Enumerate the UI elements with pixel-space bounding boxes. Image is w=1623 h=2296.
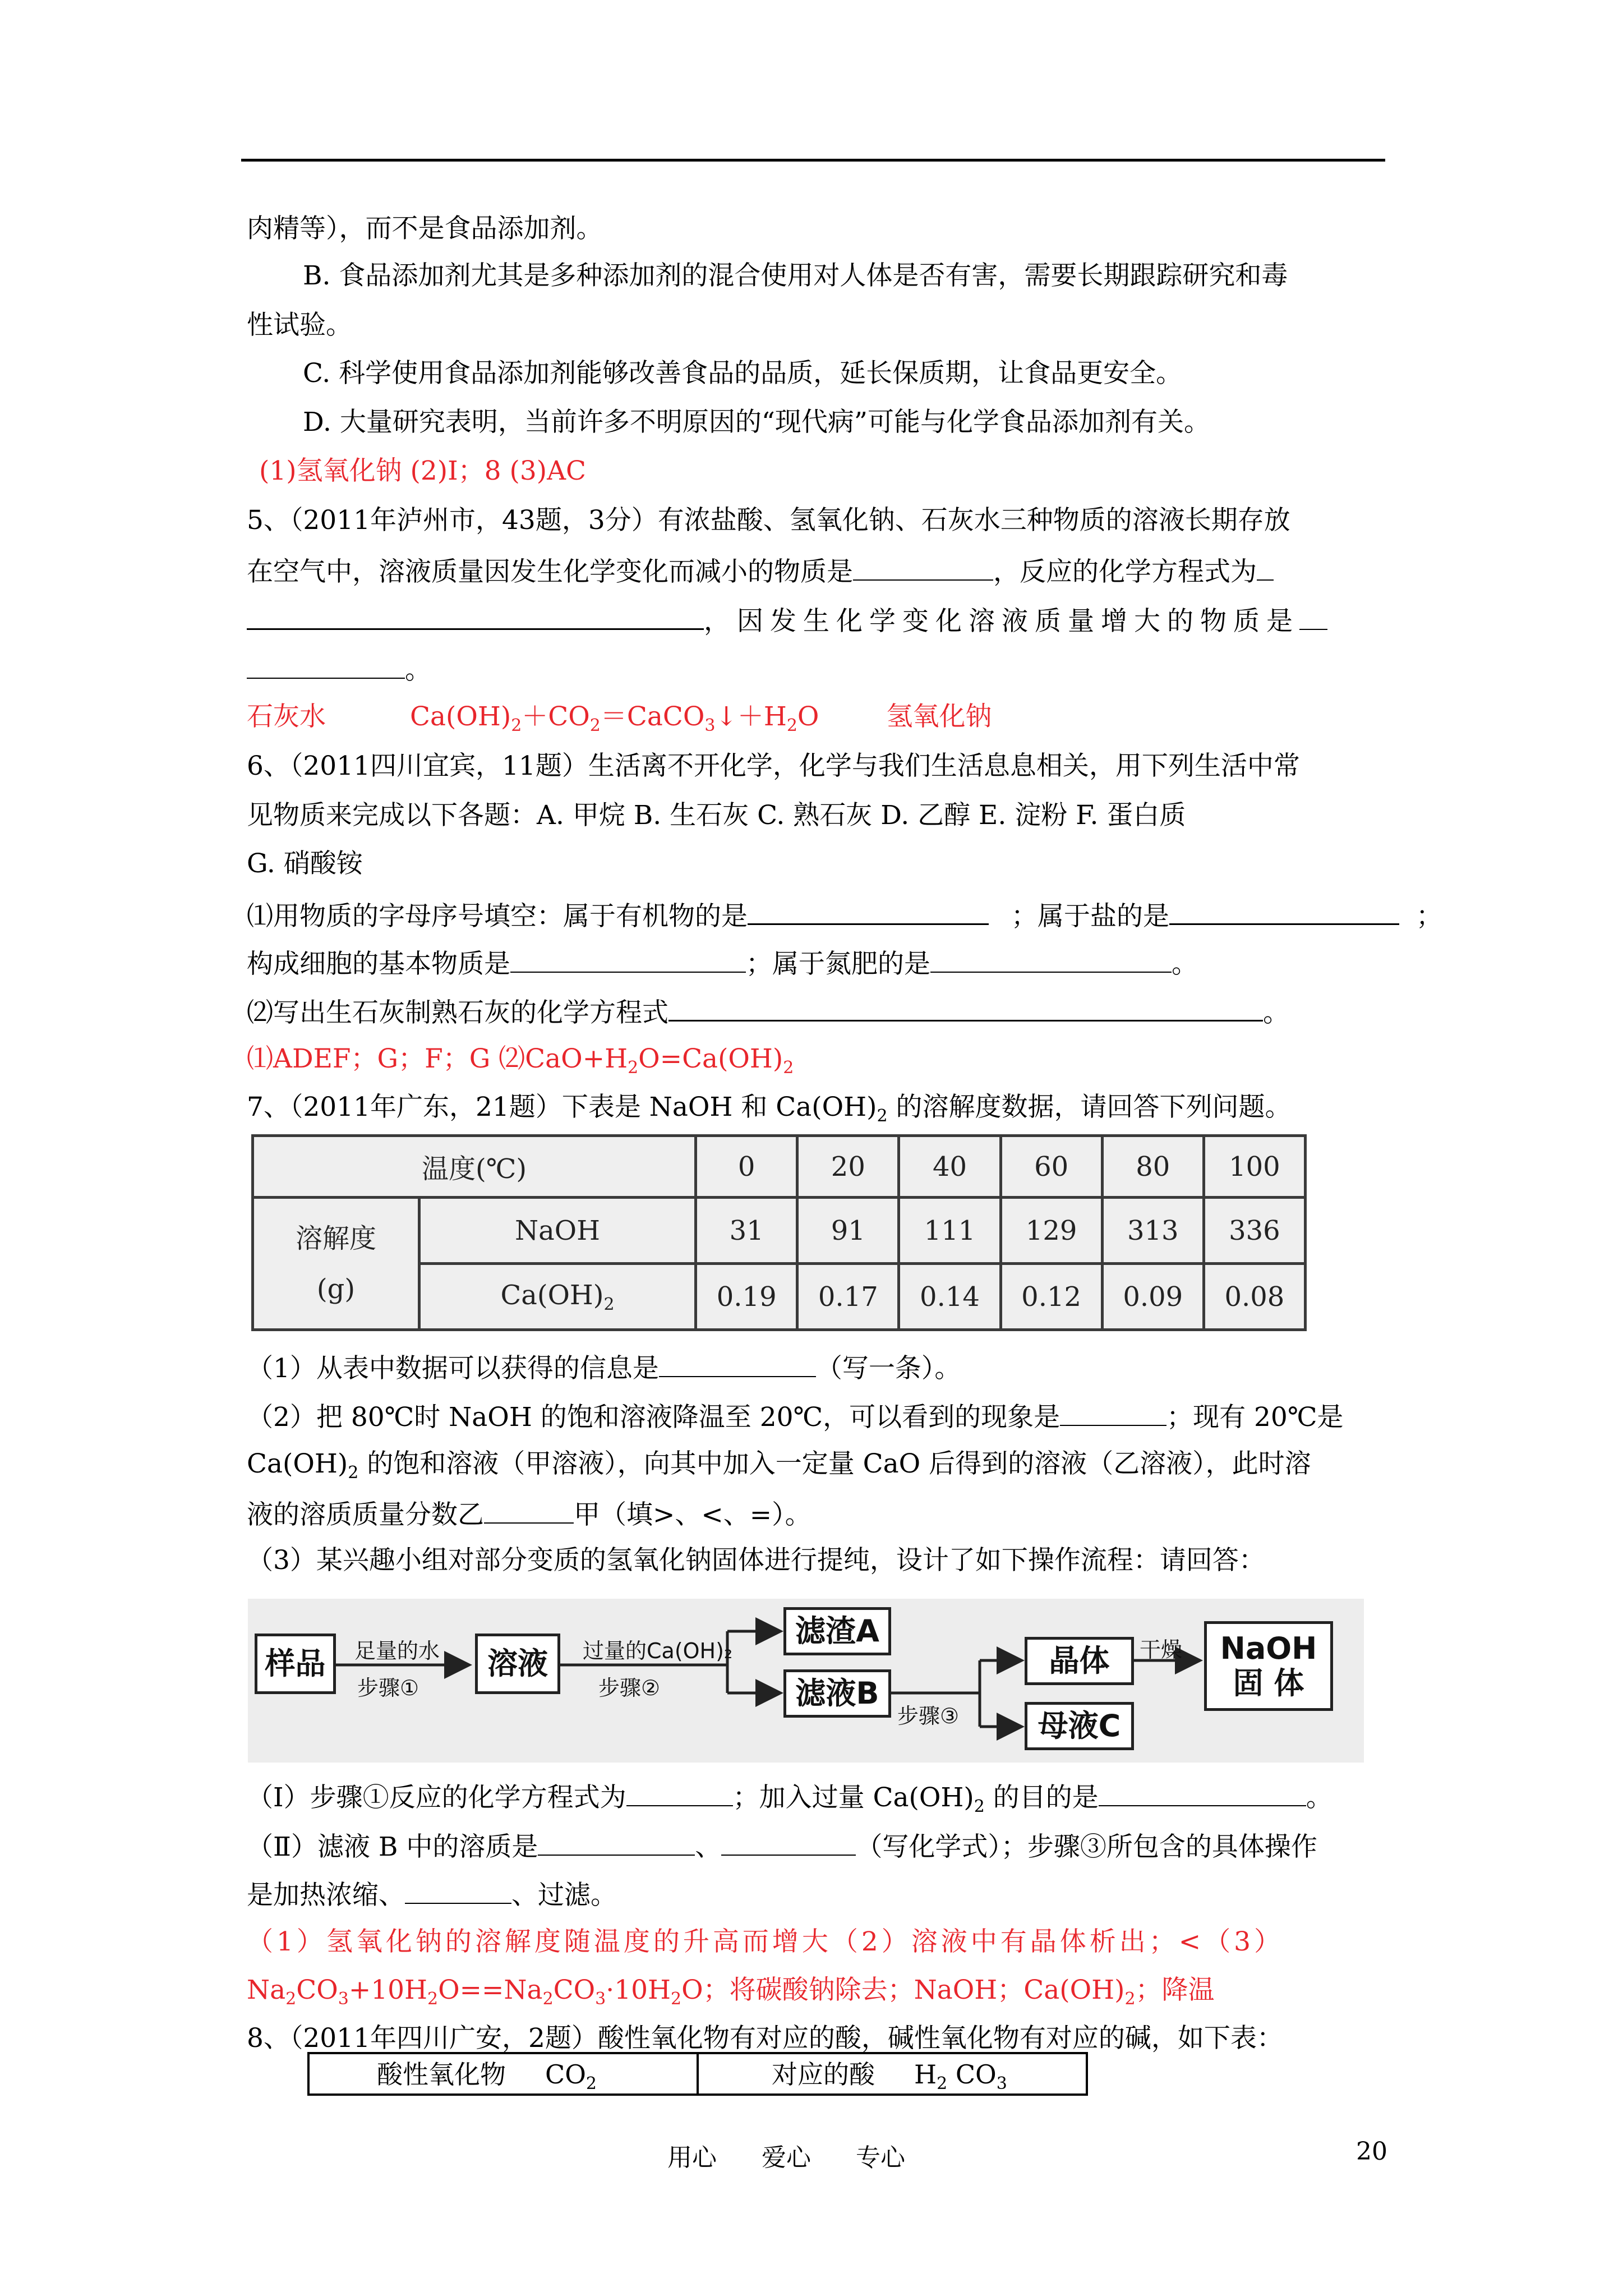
table-cell: 0.19 [696, 1264, 797, 1330]
answer-blank[interactable] [668, 993, 1263, 1022]
table-cell: 31 [696, 1198, 797, 1264]
question-6: 6、（2011四川宜宾，11题）生活离不开化学，化学与我们生活息息相关，用下列生活中常 [247, 751, 1300, 781]
question-6-options-2: G. 硝酸铵 [247, 848, 363, 879]
answer-blank[interactable] [510, 945, 746, 973]
option-d: D. 大量研究表明，当前许多不明原因的“现代病”可能与化学食品添加剂有关。 [303, 407, 1210, 438]
table-cell: 100 [1204, 1136, 1305, 1198]
box-naoh-solid: NaOH 固 体 [1204, 1621, 1333, 1711]
table-cell: 336 [1204, 1198, 1305, 1264]
table-cell: 80 [1102, 1136, 1204, 1198]
question-7-part2b: $Ca(OH)_2$ 的饱和溶液（甲溶液），向其中加入一定量 CaO 后得到的溶液（乙溶液），此时溶 [247, 1448, 1311, 1483]
header-rule [241, 159, 1385, 162]
solubility-header: 溶解度 (g) [253, 1198, 419, 1330]
page-footer: 用心 爱心 专心 [667, 2143, 905, 2172]
question-7: 7、（2011年广东，21题）下表是 NaOH 和 $Ca(OH)_2$ 的溶解度数据，请回答下列问题。 [247, 1092, 1292, 1126]
box-solution: 溶液 [475, 1634, 560, 1694]
question-6-options: 见物质来完成以下各题：A. 甲烷 B. 生石灰 C. 熟石灰 D. 乙醇 E. 淀粉 F. 蛋白质 [247, 800, 1186, 831]
table-cell: 0.08 [1204, 1264, 1305, 1330]
question-7-part1: （1）从表中数据可以获得的信息是 （写一条）。 [247, 1349, 1385, 1386]
page-number: 20 [1356, 2137, 1387, 2166]
answer-4: (1)氢氧化钠 (2)Ⅰ；8 (3)AC [259, 455, 586, 486]
table-cell: 60 [1000, 1136, 1102, 1198]
label-step2-top: 过量的Ca(OH)₂ [583, 1639, 733, 1663]
answer-blank[interactable] [1099, 1778, 1306, 1806]
box-mother-liquor: 母液C [1025, 1702, 1134, 1750]
answer-7-b: $Na_2CO_3+10H_2O==Na_2CO_3\cdot 10H_2O$；将碳酸钠除去；NaOH；$Ca(OH)_2$；降温 [247, 1975, 1215, 2009]
table-cell: 129 [1000, 1198, 1102, 1264]
acid-cell: 对应的酸 $H_2$ $CO_3$ [698, 2053, 1087, 2095]
answer-blank[interactable] [247, 601, 704, 630]
solubility-table [251, 1134, 1307, 1328]
answer-6: ⑴ADEF；G；F；G $⑵CaO+H_2O=Ca(OH)_2$ [247, 1043, 794, 1078]
question-6-part2: ⑵写出生石灰制熟石灰的化学方程式 。 [247, 993, 1385, 1030]
question-5: 5、（2011年泸州市，43题，3分）有浓盐酸、氢氧化钠、石灰水三种物质的溶液长期存放 [247, 505, 1290, 536]
question-7-ii-b: 是加热浓缩、 、过滤。 [247, 1876, 1385, 1912]
label-step1-top: 足量的水 [354, 1639, 440, 1663]
question-5-line2: 在空气中，溶液质量因发生化学变化而减小的物质是 ，反应的化学方程式为 [247, 553, 1385, 589]
question-6-part1b: 构成细胞的基本物质是 ；属于氮肥的是 。 [247, 945, 1385, 981]
oxide-table [307, 2052, 1088, 2095]
question-7-i: （Ⅰ）步骤①反应的化学方程式为 ；加入过量 $Ca(OH)_2$ 的目的是 。 [247, 1778, 1385, 1824]
answer-blank[interactable] [1299, 602, 1327, 630]
label-step3: 步骤③ [897, 1704, 960, 1728]
box-crystal: 晶体 [1025, 1637, 1134, 1685]
table-cell: 111 [899, 1198, 1000, 1264]
answer-blank[interactable] [1169, 896, 1399, 925]
answer-5: 石灰水 $Ca(OH)_2+CO_2=CaCO_3↓+H_2O$ 氢氧化钠 [247, 701, 992, 735]
question-5-line4: 。 [247, 651, 1385, 687]
answer-blank[interactable] [1060, 1398, 1166, 1426]
answer-blank[interactable] [247, 651, 405, 679]
question-8: 8、（2011年四川广安，2题）酸性氧化物有对应的酸，碱性氧化物有对应的碱，如下表： [247, 2023, 1283, 2054]
answer-blank[interactable] [1257, 553, 1274, 581]
table-cell: 0 [696, 1136, 797, 1198]
table-cell: 40 [899, 1136, 1000, 1198]
table-cell: 0.09 [1102, 1264, 1204, 1330]
answer-blank[interactable] [930, 945, 1172, 973]
answer-blank[interactable] [484, 1496, 574, 1524]
question-6-part1: ⑴用物质的字母序号填空：属于有机物的是 ；属于盐的是 ； [247, 896, 1385, 933]
answer-blank[interactable] [659, 1349, 816, 1377]
label-step1-bottom: 步骤① [357, 1676, 419, 1700]
table-cell: 20 [797, 1136, 899, 1198]
text-line: 性试验。 [247, 310, 352, 341]
text-line: 肉精等），而不是食品添加剂。 [247, 213, 603, 244]
label-dry: 干燥 [1140, 1637, 1183, 1662]
box-residue-a: 滤渣A [783, 1607, 891, 1655]
question-5-line3: ，因发生化学变化溶液质量增大的物质是 [247, 601, 1385, 638]
question-7-part2: （2）把 80℃时 NaOH 的饱和溶液降温至 20℃，可以看到的现象是 ；现有 20℃是 [247, 1398, 1385, 1434]
question-7-ii: （Ⅱ）滤液 B 中的溶质是 、 （写化学式）；步骤③所包含的具体操作 [247, 1828, 1385, 1864]
label-step2-bottom: 步骤② [598, 1676, 661, 1700]
table-cell: 91 [797, 1198, 899, 1264]
table-cell: 0.12 [1000, 1264, 1102, 1330]
table-cell: 0.14 [899, 1264, 1000, 1330]
question-7-part2c: 液的溶质质量分数乙 甲（填>、<、=）。 [247, 1496, 1385, 1532]
answer-blank[interactable] [626, 1778, 733, 1806]
option-c: C. 科学使用食品添加剂能够改善食品的品质，延长保质期，让食品更安全。 [303, 358, 1183, 389]
answer-blank[interactable] [405, 1876, 511, 1904]
answer-blank[interactable] [853, 553, 993, 581]
box-filtrate-b: 滤液B [783, 1669, 891, 1718]
answer-blank[interactable] [748, 896, 989, 925]
option-b: B. 食品添加剂尤其是多种添加剂的混合使用对人体是否有害，需要长期跟踪研究和毒 [303, 260, 1288, 291]
table-cell: 0.17 [797, 1264, 899, 1330]
answer-blank[interactable] [538, 1828, 695, 1856]
row-label-caoh2: $Ca(OH)_2$ [419, 1264, 696, 1330]
row-label-naoh: NaOH [419, 1198, 696, 1264]
table-cell: 313 [1102, 1198, 1204, 1264]
answer-7: （1）氢氧化钠的溶解度随温度的升高而增大（2）溶液中有晶体析出；<（3） [247, 1926, 1284, 1957]
answer-blank[interactable] [721, 1828, 856, 1856]
question-7-part3: （3）某兴趣小组对部分变质的氢氧化钠固体进行提纯，设计了如下操作流程：请回答： [247, 1545, 1265, 1576]
flowchart [248, 1599, 1364, 1763]
temp-header: 温度(℃) [253, 1136, 696, 1198]
box-sample: 样品 [255, 1634, 336, 1694]
oxide-cell: 酸性氧化物 $CO_2$ [308, 2053, 698, 2095]
